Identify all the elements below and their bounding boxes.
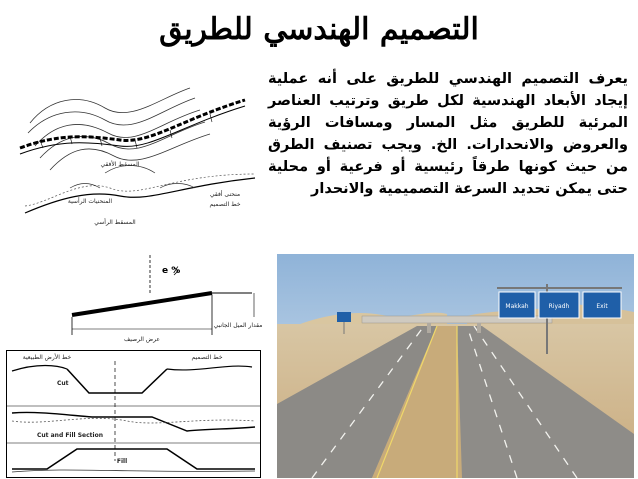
label-right-bottom: خط التصميم [209,201,241,208]
slide-title: التصميم الهندسي للطريق [159,12,479,47]
sections-top-right-label: خط التصميم [191,354,223,361]
label-horizontal: المسقط الأفقي [100,161,140,168]
label-curves: المنحنيات الرأسية [67,198,113,205]
slide-paragraph: يعرف التصميم الهندسي للطريق على أنه عملية إيجاد الأبعاد الهندسية لكل طريق وترتيب العناصر المرئية للطريق مثل المسار ومسافات الرؤية والعروض والانحدارات. الخ. ويجب تصنيف الطرق من حيث كونها طرقاً رئيسية أو فرعية أو محلية حتى يمكن تحديد السرعة التصميمية والانحدار [268,71,628,197]
alignment-drawing [10,78,262,228]
label-vertical: المسقط الرأسي [94,219,136,226]
width-label: عرض الرصيف [124,336,160,343]
fill-label: Fill [116,458,128,465]
cut-fill-label: Cut and Fill Section [37,432,103,439]
road-photo [277,254,634,478]
slope-label: e % [162,266,181,276]
cut-label: Cut [57,380,69,387]
sections-drawing [6,350,261,478]
road-sign-1-text: Makkah [505,303,529,310]
crossfall-drawing [62,255,262,345]
sections-top-left-label: خط الأرض الطبيعية [22,354,72,361]
road-sign-3-text: Exit [596,303,608,310]
road-sign-2-text: Riyadh [548,303,570,310]
label-right-top: منحنى أفقي [209,191,241,198]
side-label: مقدار الميل الجانبي [213,322,262,329]
